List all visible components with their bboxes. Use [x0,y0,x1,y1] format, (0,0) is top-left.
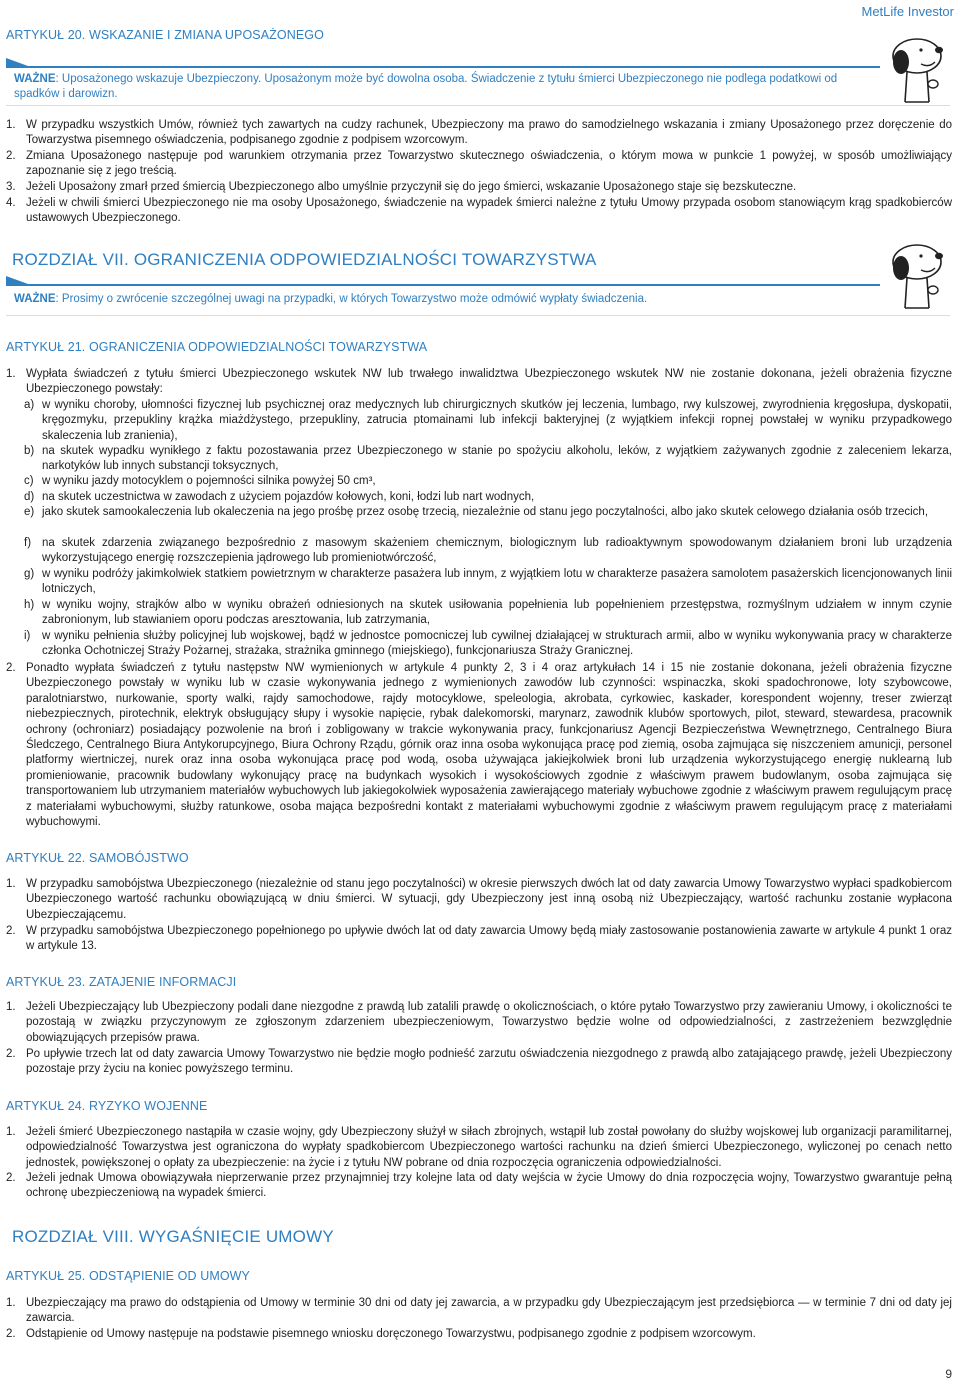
important-label: WAŻNE [14,73,56,85]
list-item: 1. W przypadku samobójstwa Ubezpieczonego (niezależnie od stanu jego poczytalności) w okresie pierwszych dwóch lat od daty zawarcia Umowy Towarzystwo wypłaci spadkobiercom Ubezpieczonego wartość rachunku obowiązującą w dniu śmierci. W sytuacji, gdy Ubezpieczony jest inną osobą niż Ubezpieczający, wartość rachunku zostanie wypłacona Ubezpieczającemu. [6,878,952,921]
list-item: d) na skutek uczestnictwa w zawodach z użyciem pojazdów kołowych, koni, łodzi lub nart wodnych, [24,491,535,503]
list-item: 2. W przypadku samobójstwa Ubezpieczonego popełnionego po upływie dwóch lat od daty zawarcia Umowy będą miały zastosowanie postanowienia zawarte w artykule 4 punkt 1 oraz w artykule 13. [6,925,952,953]
list-item: i) w wyniku pełnienia służby policyjnej lub wojskowej, bądź w jednostce pomocniczej lub cywilnej działającej w strukturach armii, albo w wyniku wykonywania pracy w charakterze członka Ochotniczej Straży Pożarnej, strażaka, strażnika gminnego (miejskiego), funkcjonariusza Straży Granicznej. [24,630,952,658]
article-22-title: ARTYKUŁ 22. SAMOBÓJSTWO [6,851,189,865]
article-23-title: ARTYKUŁ 23. ZATAJENIE INFORMACJI [6,975,237,989]
article-24-title: ARTYKUŁ 24. RYZYKO WOJENNE [6,1099,208,1113]
list-item: 2. Po upływie trzech lat od daty zawarcia Umowy Towarzystwo nie będzie mogło podnieść zarzutu oświadczenia niezgodnego z prawdą albo zatajającego prawdę, jeżeli Ubezpieczony pozostaje przy życiu na koniec powyższego terminu. [6,1048,952,1076]
important-note-box [6,284,950,316]
important-note-text: : Prosimy o zwrócenie szczególnej uwagi na przypadki, w których Towarzystwo może odmówić wypłaty świadczenia. [55,293,648,305]
list-item: 4. Jeżeli w chwili śmierci Ubezpieczonego nie ma osoby Uposażonego, świadczenie na wypadek śmierci należne z tytułu Umowy przypada osobom stanowiącym krąg spadkobierców ustawowych Ubezpieczonego. [6,197,952,225]
important-note-box [6,66,950,106]
list-item: h) w wyniku wojny, strajków albo w wyniku obrażeń odniesionych na skutek usiłowania popełnienia lub popełnieniem przestępstwa, rozmyślnym udziałem w innym czynie zabronionym, lub stawianiem oporu podczas aresztowania, lub zatrzymania, [24,599,952,627]
list-item: 2. Jeżeli jednak Umowa obowiązywała nieprzerwanie przez przynajmniej trzy kolejne lata od daty wejścia w życie Umowy do dnia rozpoczęcia wojny, Towarzystwo gwarantuje pełną ochronę ubezpieczeniową na wypadek śmierci. [6,1172,952,1200]
list-item: 3. Jeżeli Uposażony zmarł przed śmiercią Ubezpieczonego albo umyślnie przyczynił się do jego śmierci, wskazanie Uposażonego staje się bezskuteczne. [6,181,797,193]
article-25-title: ARTYKUŁ 25. ODSTĄPIENIE OD UMOWY [6,1269,250,1283]
page-number: 9 [945,1366,952,1381]
list-item: 1. Ubezpieczający ma prawo do odstąpienia od Umowy w terminie 30 dni od daty jej zawarcia, a w przypadku gdy Ubezpieczającym jest przedsiębiorca — w terminie 7 dni od daty jej zawarcia. [6,1297,952,1325]
brand-label: MetLife Investor [861,4,954,19]
list-item: 2. Zmiana Uposażonego następuje pod warunkiem otrzymania przez Towarzystwo skutecznego oświadczenia, o którym mowa w punkcie 1 powyżej, w sposób umożliwiający zapoznanie się z jego treścią. [6,150,952,178]
list-item: e) jako skutek samookaleczenia lub okaleczenia na jego prośbę przez osobę trzecią, niezależnie od stanu jego poczytalności, albo jako skutek celowego działania osób trzecich, [24,506,929,518]
list-item: f) na skutek zdarzenia związanego bezpośrednio z masowym skażeniem chemicznym, biologicznym lub radioaktywnym spowodowanym działaniem broni lub urządzenia wykorzystującego energię rozszczepienia jądrowego lub promieniotwórczość, [24,537,952,565]
important-label: WAŻNE [14,293,56,305]
list-item: 2. Ponadto wypłata świadczeń z tytułu następstw NW wymienionych w artykule 4 punkty 2, 3 i 4 oraz artykułach 14 i 15 nie zostanie dokonana, jeżeli obrażenia fizyczne Ubezpieczonego powstały w wyniku lub w czasie wykonywania jednego z wymienionych zawodów lub czynności: wspinaczka, skoki spadochronowe, loty szybowcowe, paralotniarstwo, nurkowanie, sporty walki, rajdy samochodowe, rajdy motocyklowe, speleologia, akrobata, cyrkowiec, kaskader, korespondent wojenny, treser zwierząt niebezpiecznych, pirotechnik, elektryk obsługujący słupy i wysokie napięcie, rybak dalekomorski, marynarz, zawodnik klubów sportowych, pilot, steward, stewardesa, pracownik ochrony (ochroniarz) posiadający pozwolenie na broń i zobligowany w trakcie wykonywania pracy, funkcjonariusz Agencji Bezpieczeństwa Wewnętrznego, Centralnego Biura Śledczego, Centralnego Biura Antykorupcyjnego, Biura Ochrony Rządu, górnik oraz inna osoba wykonująca pracę pod ziemią, osoba zajmująca się niszczeniem amunicji, personel platformy wiertniczej, nurek oraz inna osoba wykonująca pracę pod wodą, osoba używająca jakiejkolwiek broni lub urządzenia wykorzystującego energię nuklearną lub promieniowanie, pracownik budowlany wykonujący pracę na budynkach wysokich i wysokościowych zgodnie z właściwym prawem budowlanym, osoba zajmująca się transportowaniem lub utrzymaniem materiałów wybuchowych lub jakiegokolwiek wyposażenia zawierającego materiały wybuchowe zgodnie z właściwym prawem regulującym pracę z materiałami wybuchowymi, służby ratunkowe, osoba mająca bezpośredni kontakt z materiałami wybuchowymi zgodnie z właściwym prawem regulującym pracę z materiałami wybuchowymi. [6,662,952,829]
list-item: b) na skutek wypadku wynikłego z faktu pozostawania przez Ubezpieczonego w stanie po spożyciu alkoholu, leków, z wyjątkiem zażywanych zgodnie z zaleceniem lekarza, narkotyków lub innych substancji toksycznych, [24,445,952,473]
list-item: 1. W przypadku wszystkich Umów, również tych zawartych na cudzy rachunek, Ubezpieczony ma prawo do samodzielnego wskazania i zmiany Uposażonego przez doręczenie do Towarzystwa pisemnego oświadczenia, podpisanego zgodnie z podpisem wzorcowym. [6,119,952,147]
article-20-title: ARTYKUŁ 20. WSKAZANIE I ZMIANA UPOSAŻONEGO [6,28,324,42]
chapter-7-title: ROZDZIAŁ VII. OGRANICZENIA ODPOWIEDZIALNOŚCI TOWARZYSTWA [12,250,597,269]
list-item: 1. Jeżeli śmierć Ubezpieczonego nastąpiła w czasie wojny, gdy Ubezpieczony służył w siłach zbrojnych, wstąpił lub został powołany do służby wojskowej lub organizacji paramilitarnej, odpowiedzialność Towarzystwa jest ograniczona do wypłaty spadkobiercom Ubezpieczonego wartości rachunku na dzień śmierci Ubezpieczonego, wyliczonej po cenach netto jednostek, powiększonej o opłaty za ubezpieczenie: na życie i z tytułu NW pobrane od dnia rozpoczęcia ograniczenia odpowiedzialności. [6,1126,952,1169]
list-item: 1. Jeżeli Ubezpieczający lub Ubezpieczony podali dane niezgodne z prawdą lub zatalili prawdę o okolicznościach, o które pytało Towarzystwo przy zawieraniu Umowy, i okoliczności te pozostają w związku przyczynowym ze zgłoszonym zdarzeniem ubezpieczeniowym, Towarzystwo będzie wolne od odpowiedzialności, z zastrzeżeniem bezwzględnie obowiązujących przepisów prawa. [6,1001,952,1044]
article-21-title: ARTYKUŁ 21. OGRANICZENIA ODPOWIEDZIALNOŚCI TOWARZYSTWA [6,340,428,354]
list-item: 1. Wypłata świadczeń z tytułu śmierci Ubezpieczonego wskutek NW lub trwałego inwalidztwa Ubezpieczonego wskutek NW nie zostanie dokonana, jeżeli obrażenia fizyczne Ubezpieczonego powstały: [6,368,952,396]
list-item: c) w wyniku jazdy motocyklem o pojemności silnika powyżej 50 cm³, [24,475,376,487]
chapter-8-title: ROZDZIAŁ VIII. WYGAŚNIĘCIE UMOWY [12,1227,334,1246]
important-note-text: : Uposażonego wskazuje Ubezpieczony. Uposażonym może być dowolna osoba. Świadczenie z tytułu śmierci Ubezpieczonego nie podlega podatkowi od spadków i darowizn. [14,73,838,100]
list-item: g) w wyniku podróży jakimkolwiek statkiem powietrznym w charakterze pasażera lub innym, z wyjątkiem lotu w charakterze pasażera samolotem pasażerskich licencjonowanych linii lotniczych, [24,568,952,596]
list-item: a) w wyniku choroby, ułomności fizycznej lub psychicznej oraz medycznych lub chirurgicznych skutków jej leczenia, lumbago, rwy kulszowej, zwyrodnienia kręgosłupa, dyskopatii, kręgozmyku, przepukliny krążka miażdżystego, przepukliny, zatrucia ptomainami lub infekcji bakteryjnej (z wyjątkiem infekcji ropnej powstałej w wyniku przypadkowego skaleczenia lub zranienia), [24,399,952,442]
list-item: 2. Odstąpienie od Umowy następuje na podstawie pisemnego wniosku doręczonego Towarzystwu, podpisanego zgodnie z podpisem wzorcowym. [6,1328,756,1340]
